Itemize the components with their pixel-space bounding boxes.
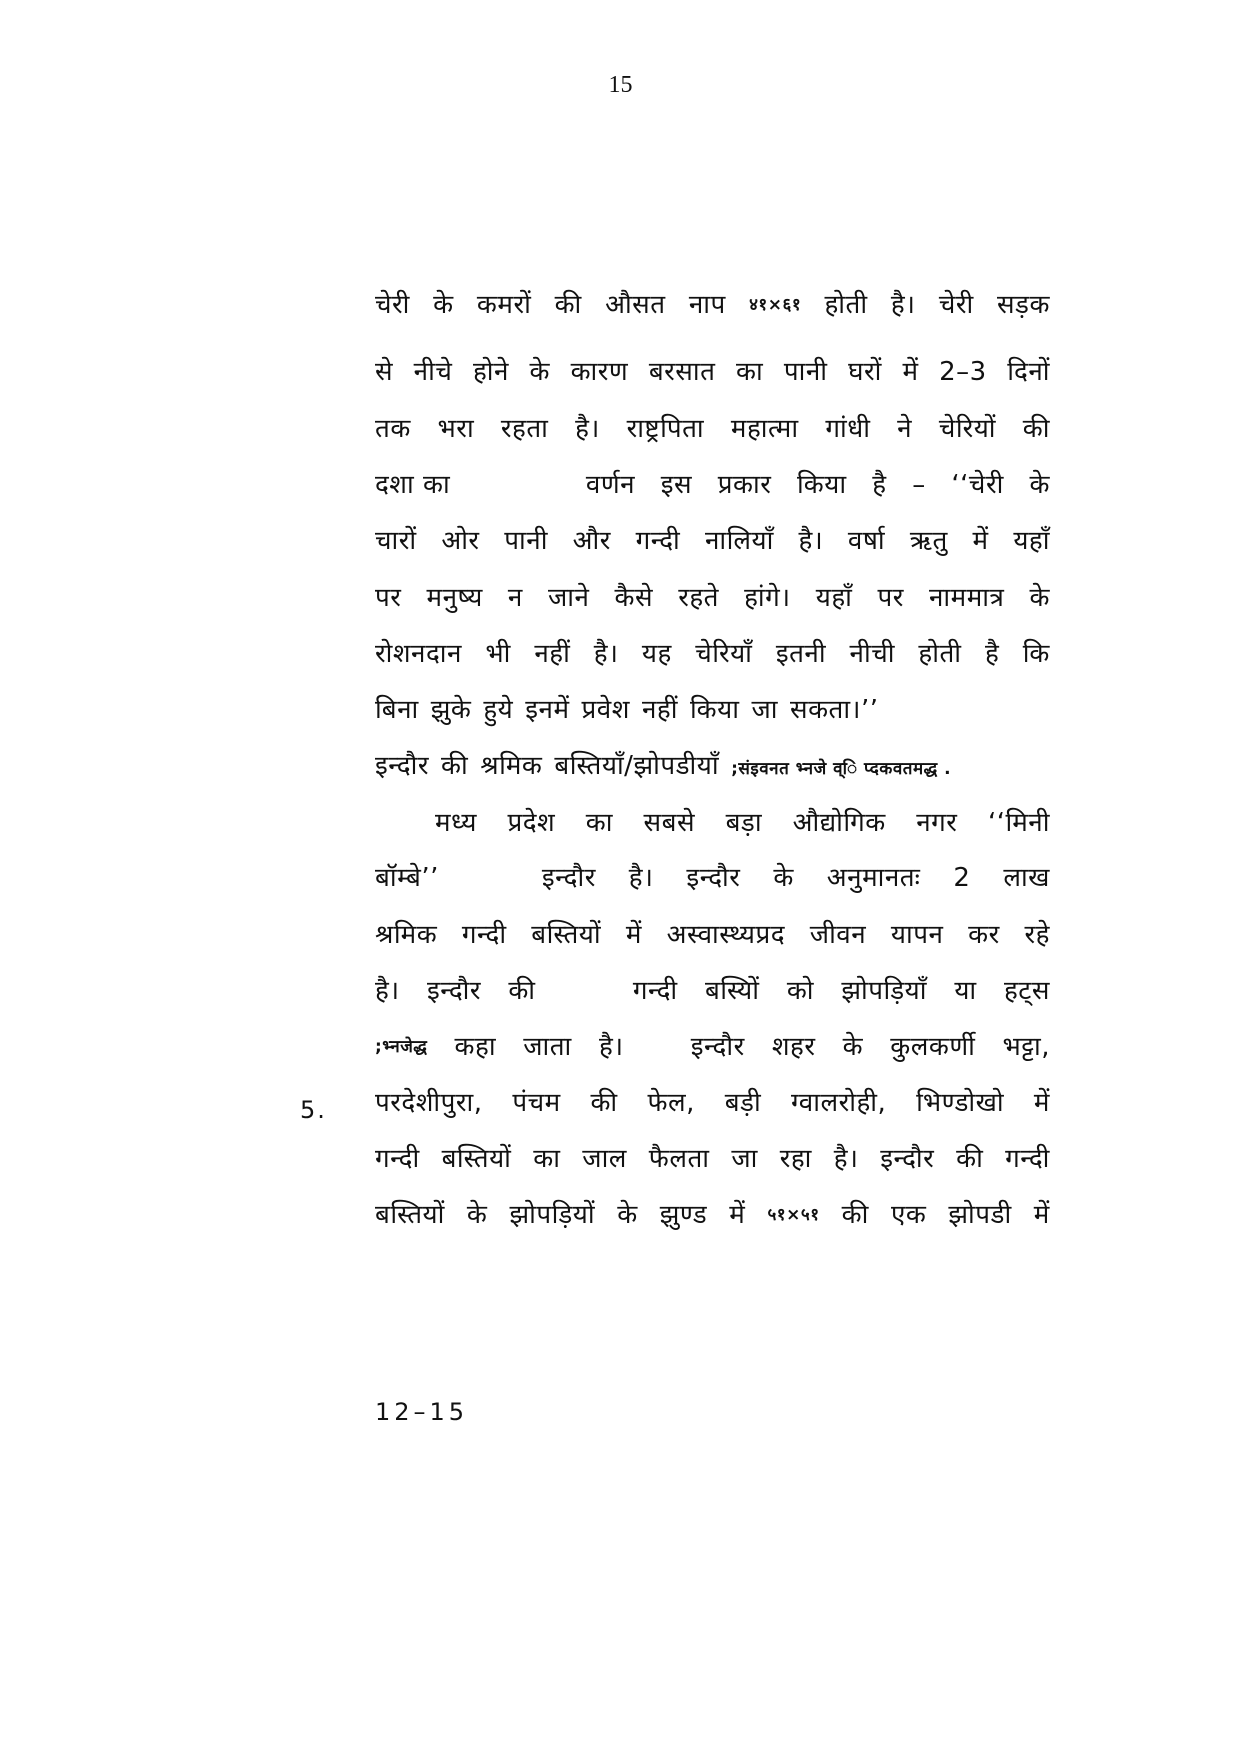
word: – <box>912 470 926 500</box>
text-line <box>375 971 1050 1011</box>
word: ग्वालरोही, <box>791 1088 887 1118</box>
word: चेरियों <box>938 414 997 444</box>
word: झोपड़ियों <box>509 1200 596 1230</box>
word: चेरी <box>375 290 410 320</box>
word: ‘‘मिनी <box>987 808 1050 838</box>
word: में <box>1033 1200 1050 1230</box>
item-number: 5. <box>300 1096 327 1124</box>
word: फेल, <box>647 1088 695 1118</box>
word: सकता।’’ <box>790 695 879 725</box>
word: नगर <box>916 808 958 838</box>
word: की <box>590 1088 618 1118</box>
word: में <box>902 357 919 387</box>
word: शहर <box>771 1032 816 1062</box>
word: के <box>433 290 454 320</box>
word: यहाँ <box>815 583 853 613</box>
word: प्रदेश <box>507 808 556 838</box>
word: कुलकर्णी <box>890 1032 976 1062</box>
word: 2 <box>953 863 971 893</box>
footer-code: 12–15 <box>375 1398 469 1426</box>
word: भी <box>485 639 511 669</box>
word: झुण्ड <box>659 1200 708 1230</box>
word: कैसे <box>614 583 654 613</box>
word: इतनी <box>775 639 827 669</box>
word: बिना <box>375 695 419 725</box>
word: ने <box>897 414 913 444</box>
word: ऋतु <box>909 526 948 556</box>
word: बस्तियों <box>441 1144 512 1174</box>
word: कहा <box>454 1032 497 1062</box>
word: की <box>841 1200 869 1230</box>
word: झोपड़ियाँ <box>841 976 927 1006</box>
word: में <box>972 526 989 556</box>
word: प्रवेश <box>581 695 630 725</box>
word: की <box>554 290 582 320</box>
word: सबसे <box>643 808 696 838</box>
word: नीचे <box>413 357 453 387</box>
word: इन्दौर <box>686 863 741 893</box>
word: है। <box>833 1144 859 1174</box>
word: नालियाँ <box>705 526 774 556</box>
word: नाप <box>688 290 726 320</box>
word: ;संइवनत भ्नजे व्ि प्दकवतमद्ध . <box>731 759 952 779</box>
word: पंचम <box>512 1088 561 1118</box>
word: बस्तियाँ/झोपडीयाँ <box>554 751 720 781</box>
word: भट्टा, <box>1002 1032 1050 1062</box>
word: चारों <box>375 526 417 556</box>
word: का <box>585 808 613 838</box>
word: है <box>872 470 887 500</box>
word: हट्स <box>1004 976 1050 1006</box>
word: कर <box>968 920 1000 950</box>
word: और <box>572 526 611 556</box>
word: के <box>529 357 550 387</box>
text-line <box>375 578 1050 618</box>
word: गन्दी <box>1005 1144 1050 1174</box>
word: है <box>984 639 1000 669</box>
word: दशा का <box>375 470 451 500</box>
word: इन्दौर <box>690 1032 745 1062</box>
word: जा <box>751 695 778 725</box>
word: के <box>773 863 794 893</box>
word: बड़ी <box>724 1088 762 1118</box>
word: ५१×५१ <box>767 1205 820 1225</box>
text-line <box>375 1027 1050 1067</box>
word: या <box>954 976 977 1006</box>
word: बॉम्बे’’ <box>375 863 439 893</box>
word: चेरी <box>938 290 974 320</box>
word: कि <box>1022 639 1050 669</box>
word: ४१×६१ <box>749 295 802 315</box>
word: भरा <box>437 414 475 444</box>
word: की <box>956 1144 984 1174</box>
word: महात्मा <box>730 414 799 444</box>
word: कारण <box>570 357 629 387</box>
word: बस्तियों <box>375 1200 445 1230</box>
word: यापन <box>890 920 944 950</box>
word: भिण्डोखो <box>916 1088 1005 1118</box>
text-line <box>375 521 1050 561</box>
text-line <box>375 285 1050 325</box>
word: होती <box>918 639 962 669</box>
word: मध्य <box>435 808 477 838</box>
word: इस <box>660 470 693 500</box>
word: के <box>842 1032 864 1062</box>
word: घरों <box>848 357 882 387</box>
word: जाल <box>582 1144 627 1174</box>
word: में <box>729 1200 746 1230</box>
word: जीवन <box>809 920 867 950</box>
word: है। <box>628 863 654 893</box>
word: गन्दी <box>632 976 678 1006</box>
word: चेरियाँ <box>695 639 753 669</box>
word: इन्दौर <box>880 1144 935 1174</box>
word: कमरों <box>476 290 532 320</box>
word: यहाँ <box>1013 526 1050 556</box>
word: हांगे। <box>744 583 791 613</box>
word: जाता <box>523 1032 572 1062</box>
word: के <box>617 1200 638 1230</box>
text-line <box>375 746 1050 786</box>
word: इन्दौर <box>375 751 429 781</box>
word: तक <box>375 414 411 444</box>
word: रहा <box>779 1144 812 1174</box>
word: झुके <box>430 695 472 725</box>
word: वर्षा <box>847 526 886 556</box>
word: की <box>508 976 536 1006</box>
word: श्रमिक <box>480 751 543 781</box>
word: की <box>440 751 469 781</box>
word: इन्दौर <box>427 976 481 1006</box>
word: झोपडी <box>948 1200 1012 1230</box>
word: परदेशीपुरा, <box>375 1088 483 1118</box>
word: नीची <box>849 639 895 669</box>
word: के <box>466 1200 488 1230</box>
word: औसत <box>605 290 666 320</box>
word: राष्ट्रपिता <box>626 414 705 444</box>
word: रोशनदान <box>375 639 462 669</box>
word: वर्णन <box>585 470 636 500</box>
word: पर <box>375 583 402 613</box>
text-line <box>375 858 1050 898</box>
word: इनमें <box>525 695 570 725</box>
word: नाममात्र <box>928 583 1005 613</box>
word: को <box>786 976 815 1006</box>
word: प्रकार <box>717 470 772 500</box>
word: गन्दी <box>461 920 507 950</box>
word: में <box>625 920 642 950</box>
word: है। <box>593 639 619 669</box>
word: किया <box>689 695 740 725</box>
word: है। <box>798 526 824 556</box>
word: के <box>1029 470 1050 500</box>
word: ;भ्नजेद्ध <box>375 1037 428 1057</box>
text-line <box>375 690 1050 730</box>
word: सड़क <box>996 290 1050 320</box>
page-number: 15 <box>608 72 633 98</box>
word: हुये <box>483 695 514 725</box>
word: 2–3 <box>939 357 987 387</box>
text-line <box>375 409 1050 449</box>
word: है। <box>575 414 600 444</box>
word: है। <box>598 1032 624 1062</box>
word: से <box>375 357 394 387</box>
word: का <box>736 357 764 387</box>
text-line <box>375 352 1050 392</box>
text-line <box>375 915 1050 955</box>
word: है। <box>375 976 400 1006</box>
word: बड़ा <box>725 808 763 838</box>
word: पर <box>877 583 904 613</box>
word: दिनों <box>1007 357 1050 387</box>
text-line <box>435 803 1050 843</box>
word: ‘‘चेरी <box>951 470 1004 500</box>
word: अस्वास्थ्यप्रद <box>666 920 786 950</box>
word: यह <box>641 639 672 669</box>
word: किया <box>797 470 847 500</box>
word: बस्तियों <box>531 920 602 950</box>
word: मनुष्य <box>426 583 483 613</box>
word: बरसात <box>648 357 716 387</box>
word: नहीं <box>641 695 678 725</box>
word: होती <box>824 290 868 320</box>
text-line <box>375 634 1050 674</box>
word: पानी <box>783 357 828 387</box>
word: अनुमानतः <box>826 863 921 893</box>
word: ओर <box>441 526 480 556</box>
word: श्रमिक <box>375 920 438 950</box>
text-line <box>375 465 1050 505</box>
word: जाने <box>547 583 590 613</box>
word: बस्यिों <box>704 976 760 1006</box>
word: में <box>1033 1088 1050 1118</box>
word: रहे <box>1024 920 1050 950</box>
word: न <box>507 583 523 613</box>
word: का <box>533 1144 561 1174</box>
word: रहते <box>678 583 719 613</box>
word: के <box>1029 583 1050 613</box>
word: है। <box>890 290 916 320</box>
word: जा <box>731 1144 758 1174</box>
word: नहीं <box>534 639 571 669</box>
word: एक <box>890 1200 927 1230</box>
word: रहता <box>500 414 549 444</box>
word: पानी <box>504 526 548 556</box>
text-line <box>375 1083 1050 1123</box>
text-line <box>375 1195 1050 1235</box>
word: इन्दौर <box>541 863 596 893</box>
text-line <box>375 1139 1050 1179</box>
word: गन्दी <box>635 526 681 556</box>
word: लाख <box>1003 863 1050 893</box>
word: होने <box>472 357 509 387</box>
word: की <box>1022 414 1050 444</box>
word: गन्दी <box>375 1144 420 1174</box>
word: गांधी <box>825 414 871 444</box>
word: फैलता <box>648 1144 710 1174</box>
word: औद्योगिक <box>792 808 886 838</box>
